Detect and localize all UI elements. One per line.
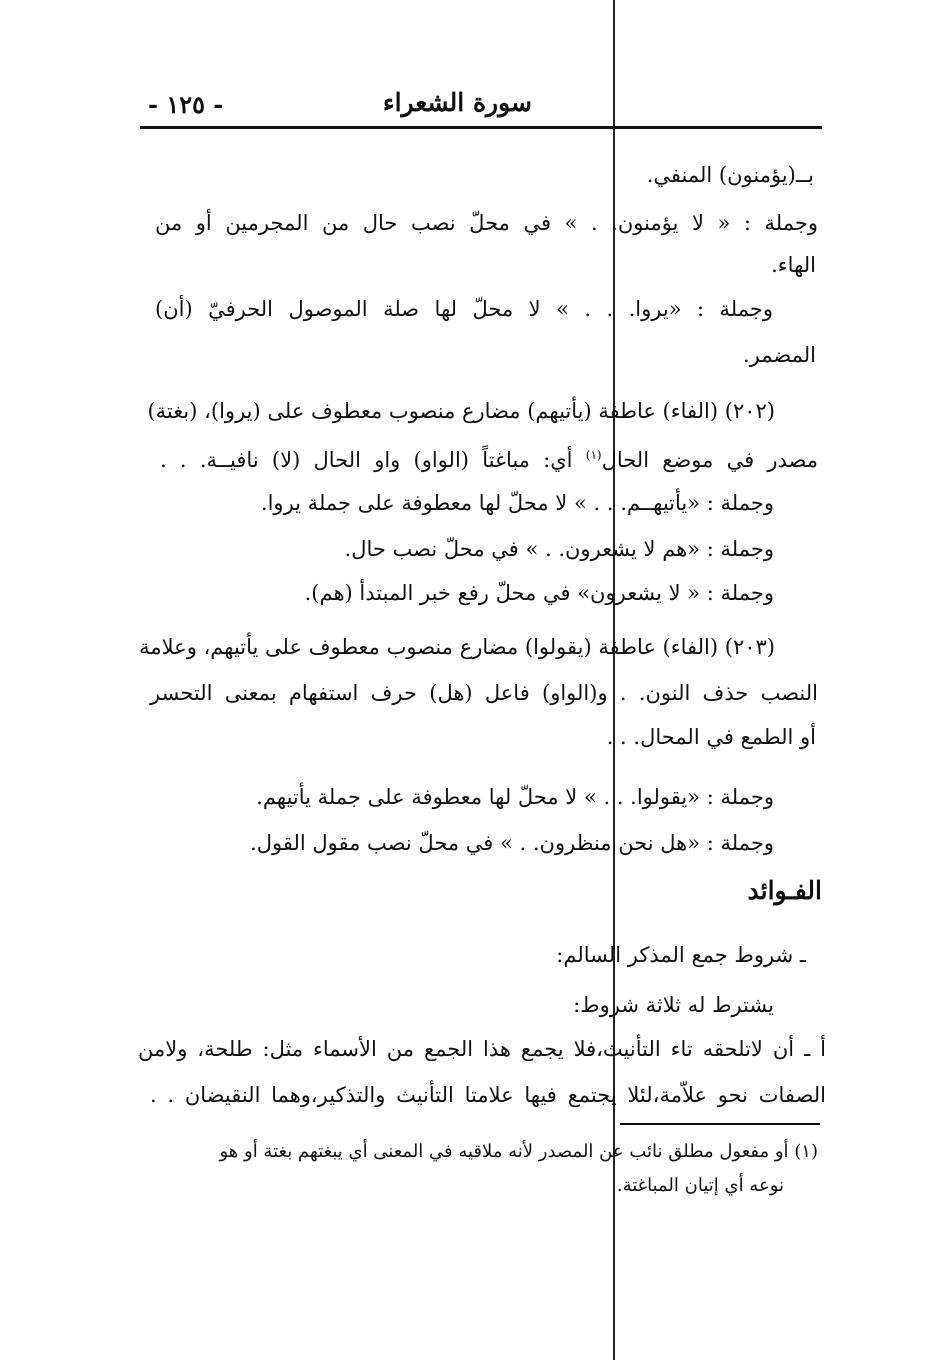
- text-line: (٢٠٢) (الفاء) عاطفة (يأتيهم) مضارع منصوب معطوف على (يروا)، (بغتة): [147, 399, 775, 423]
- header-rule: [140, 126, 822, 129]
- text-line: وجملة : «هم لا يشعرون. . » في محلّ نصب حال.: [344, 537, 774, 561]
- footnote-marker: (١): [585, 448, 602, 462]
- text-line: أو الطمع في المحال. . .: [606, 725, 816, 749]
- text-line: ـ شروط جمع المذكر السالم:: [556, 943, 806, 967]
- text-line: وجملة : « لا يشعرون» في محلّ رفع خبر المبتدأ (هم).: [304, 581, 774, 605]
- text-line: بــ(يؤمنون) المنفي.: [646, 163, 814, 187]
- section-heading: الفـوائد: [747, 876, 822, 905]
- footnote-line: (١) أو مفعول مطلق نائب عن المصدر لأنه ملاقيه في المعنى أي يبغتهم بغتة أو هو: [219, 1141, 818, 1162]
- text-line: وجملة : «يقولوا. . . » لا محلّ لها معطوفة على جملة يأتيهم.: [256, 785, 774, 809]
- footnote-rule: [620, 1123, 820, 1125]
- text-line: وجملة : «يأتيهــم. . . » لا محلّ لها معطوفة على جملة يروا.: [260, 491, 774, 515]
- text-line: أ ـ أن لاتلحقه تاء التأنيث،فلا يجمع هذا الجمع من الأسماء مثل: طلحة، ولامن: [138, 1037, 826, 1061]
- text-line: (٢٠٣) (الفاء) عاطفة (يقولوا) مضارع منصوب معطوف على يأتيهم، وعلامة: [139, 635, 775, 659]
- text-line: الصفات نحو علاّمة،لئلا يجتمع فيها علامتا التأنيث والتذكير،وهما النقيضان . .: [150, 1083, 826, 1107]
- text-line: المضمر.: [743, 343, 816, 367]
- surah-title: سورة الشعراء: [382, 88, 532, 117]
- page-header: [140, 88, 822, 128]
- text-line: وجملة : « لا يؤمنون. . » في محلّ نصب حال من المجرمين أو من: [155, 211, 818, 235]
- text-segment: أي: مباغتاً (الواو) واو الحال (لا) نافيــة. . .: [160, 448, 586, 472]
- text-line: النصب حذف النون. . و(الواو) فاعل (هل) حرف استفهام بمعنى التحسر: [150, 681, 818, 705]
- footnote-line: نوعه أي إتيان المباغتة.: [616, 1175, 784, 1196]
- text-line: يشترط له ثلاثة شروط:: [573, 993, 774, 1017]
- text-line: الهاء.: [771, 253, 816, 277]
- page-number: - ١٢٥ -: [148, 90, 224, 119]
- text-line: [160, 440, 818, 475]
- text-line: وجملة : «يروا. . . » لا محلّ لها صلة الموصول الحرفيّ (أن): [155, 297, 773, 321]
- text-line: وجملة : «هل نحن منظرون. . » في محلّ نصب مقول القول.: [250, 831, 774, 855]
- text-segment: مصدر في موضع الحال: [601, 448, 818, 472]
